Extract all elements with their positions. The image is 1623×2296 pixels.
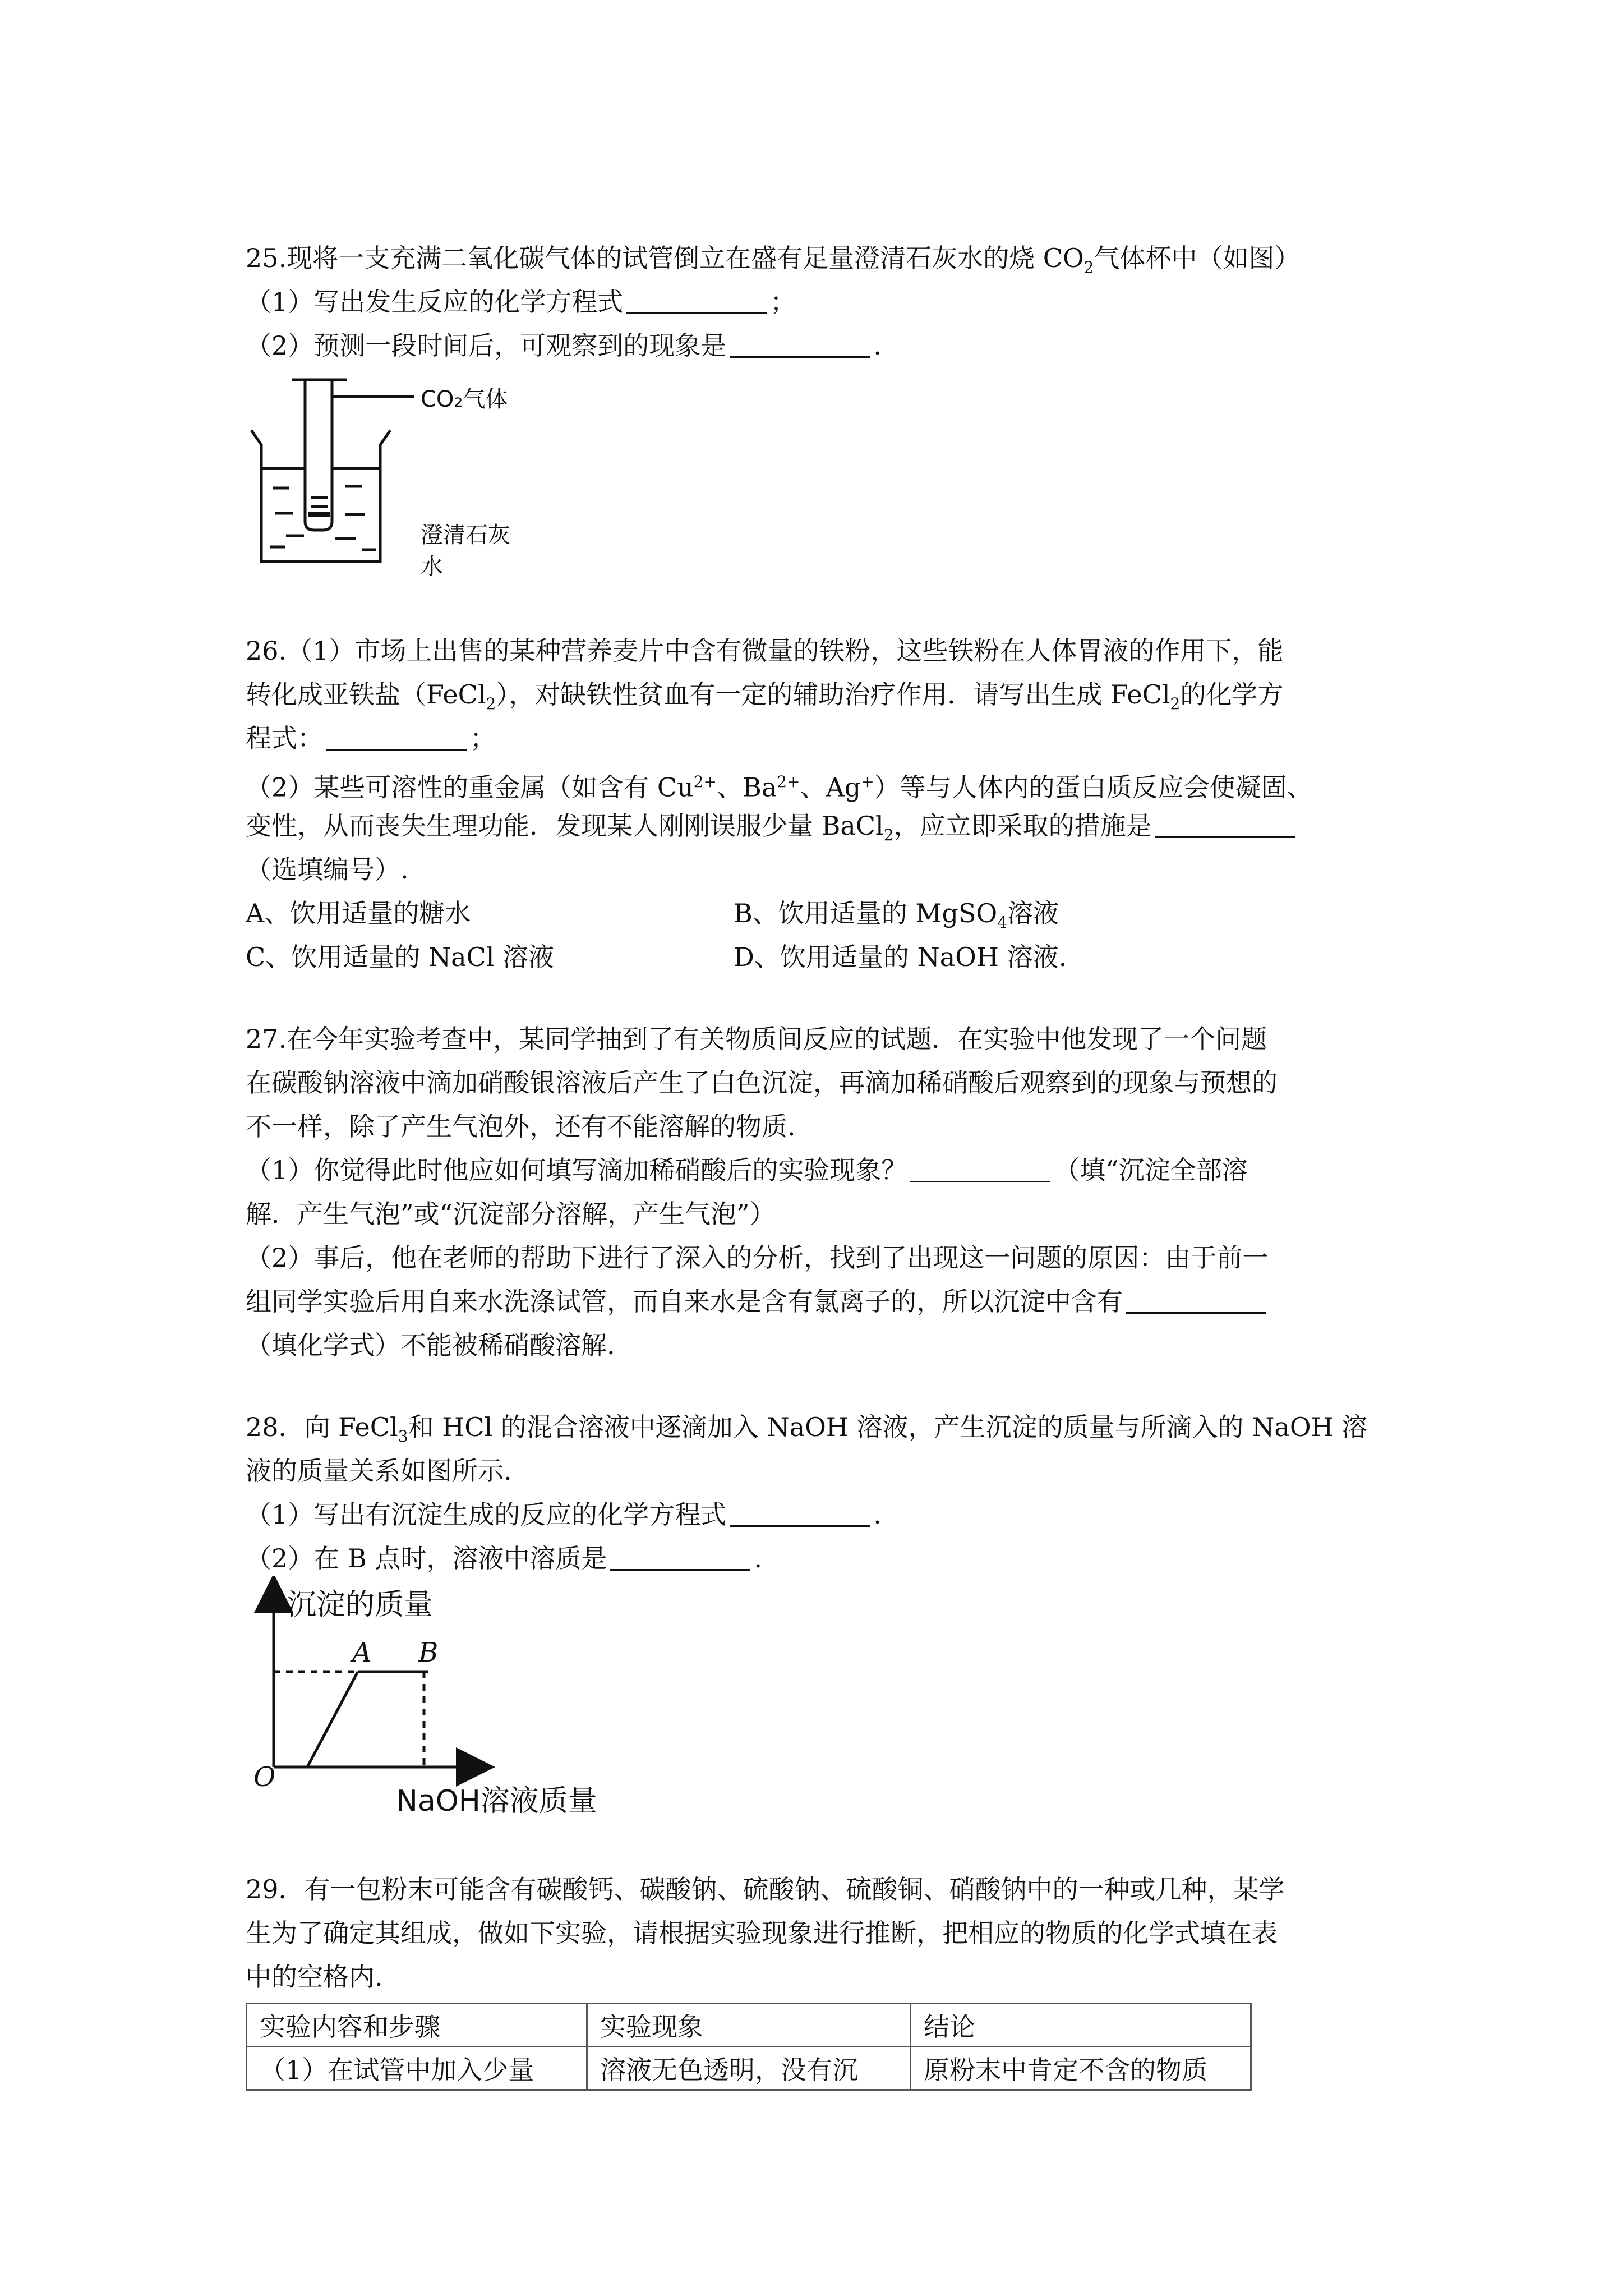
answer-blank[interactable] — [610, 1544, 750, 1571]
q26-option-d: D、饮用适量的 NaOH 溶液. — [734, 942, 1067, 972]
table-cell: 溶液无色透明，没有沉 — [587, 2047, 911, 2090]
answer-blank[interactable] — [1126, 1287, 1266, 1314]
q27-line5: 解．产生气泡”或“沉淀部分溶解，产生气泡”） — [246, 1199, 776, 1229]
q28-line1: 28．向 FeCl$_3$和 HCl 的混合溶液中逐滴加入 NaOH 溶液，产生沉淀的质量与所滴入的 NaOH 溶 — [246, 1412, 1368, 1446]
q26-line5: 变性，从而丧失生理功能．发现某人刚刚误服少量 BaCl$_2$，应立即采取的措施是 — [246, 808, 1299, 853]
fig-gas-label: CO₂气体 — [421, 386, 508, 412]
table-cell: 原粉末中肯定不含的物质 — [911, 2047, 1251, 2090]
answer-blank[interactable] — [910, 1156, 1050, 1182]
q29-line1: 29．有一包粉末可能含有碳酸钙、碳酸钠、硫酸钠、硫酸铜、硝酸钠中的一种或几种，某学 — [246, 1874, 1285, 1904]
q27-line7: 组同学实验后用自来水洗涤试管，而自来水是含有氯离子的，所以沉淀中含有 — [246, 1283, 1270, 1319]
q26-option-b: B、饮用适量的 MgSO$_4$溶液 — [734, 898, 1059, 932]
table-header-cell: 结论 — [911, 2004, 1251, 2047]
q28-line2: 液的质量关系如图所示. — [246, 1456, 512, 1486]
table-header-cell: 实验现象 — [587, 2004, 911, 2047]
q26-line3: 程式： ； — [246, 723, 496, 753]
q28-part2: （2）在 B 点时，溶液中溶质是 . — [246, 1543, 762, 1573]
q25-part2: （2）预测一段时间后，可观察到的现象是 . — [246, 330, 882, 361]
graph-point-a: A — [352, 1637, 372, 1668]
answer-blank[interactable] — [1155, 812, 1295, 838]
q25-stem: 25.现将一支充满二氧化碳气体的试管倒立在盛有足量澄清石灰水的烧 $CO_2$气体杯中（如图） — [246, 243, 1301, 277]
answer-blank[interactable] — [626, 288, 767, 314]
q29-line2: 生为了确定其组成，做如下实验，请根据实验现象进行推断，把相应的物质的化学式填在表 — [246, 1918, 1278, 1948]
graph-origin: O — [253, 1761, 276, 1793]
q27-line1: 27.在今年实验考查中，某同学抽到了有关物质间反应的试题．在实验中他发现了一个问题 — [246, 1024, 1267, 1054]
q27-line2: 在碳酸钠溶液中滴加硝酸银溶液后产生了白色沉淀，再滴加稀硝酸后观察到的现象与预想的 — [246, 1068, 1278, 1098]
fig-water-label-2: 水 — [421, 554, 443, 579]
table-header-row — [247, 2004, 1251, 2047]
q27-line3: 不一样，除了产生气泡外，还有不能溶解的物质． — [246, 1111, 813, 1142]
answer-blank[interactable] — [730, 1501, 870, 1527]
graph-x-label: NaOH溶液质量 — [396, 1784, 597, 1818]
table-row — [247, 2047, 1251, 2090]
graph-point-b: B — [418, 1637, 439, 1668]
q26-line4: （2）某些可溶性的重金属（如含有 $Cu^{2+}$、$Ba^{2+}$、Ag+）等与人体内的蛋白质反应会使凝固、 — [246, 772, 1313, 803]
q26-option-c: C、饮用适量的 NaCl 溶液 — [246, 942, 555, 972]
q27-line6: （2）事后，他在老师的帮助下进行了深入的分析，找到了出现这一问题的原因：由于前一 — [246, 1243, 1269, 1273]
answer-blank[interactable] — [326, 724, 467, 751]
q25-part1: （1）写出发生反应的化学方程式 ； — [246, 287, 796, 317]
table-cell: （1）在试管中加入少量 — [247, 2047, 587, 2090]
q27-line8: （填化学式）不能被稀硝酸溶解. — [246, 1330, 615, 1360]
graph-rising-segment — [307, 1672, 358, 1767]
q29-line3: 中的空格内. — [246, 1962, 383, 1992]
q26-line2: 转化成亚铁盐（FeCl$_2$），对缺铁性贫血有一定的辅助治疗作用．请写出生成 FeCl$_2$的化学方 — [246, 679, 1284, 714]
q27-line4: （1）你觉得此时他应如何填写滴加稀硝酸后的实验现象？ （填“沉淀全部溶 — [246, 1155, 1248, 1185]
q26-option-a: A、饮用适量的糖水 — [246, 898, 471, 928]
experiment-table — [246, 2003, 1252, 2091]
graph-y-label: 沉淀的质量 — [287, 1588, 434, 1622]
q28-part1: （1）写出有沉淀生成的反应的化学方程式 . — [246, 1499, 882, 1530]
fig-water-label: 澄清石灰 — [421, 522, 510, 548]
table-header-cell: 实验内容和步骤 — [247, 2004, 587, 2047]
q26-line6: （选填编号）. — [246, 854, 409, 885]
answer-blank[interactable] — [730, 332, 870, 358]
q26-line1: 26.（1）市场上出售的某种营养麦片中含有微量的铁粉，这些铁粉在人体胃液的作用下，能 — [246, 636, 1284, 666]
